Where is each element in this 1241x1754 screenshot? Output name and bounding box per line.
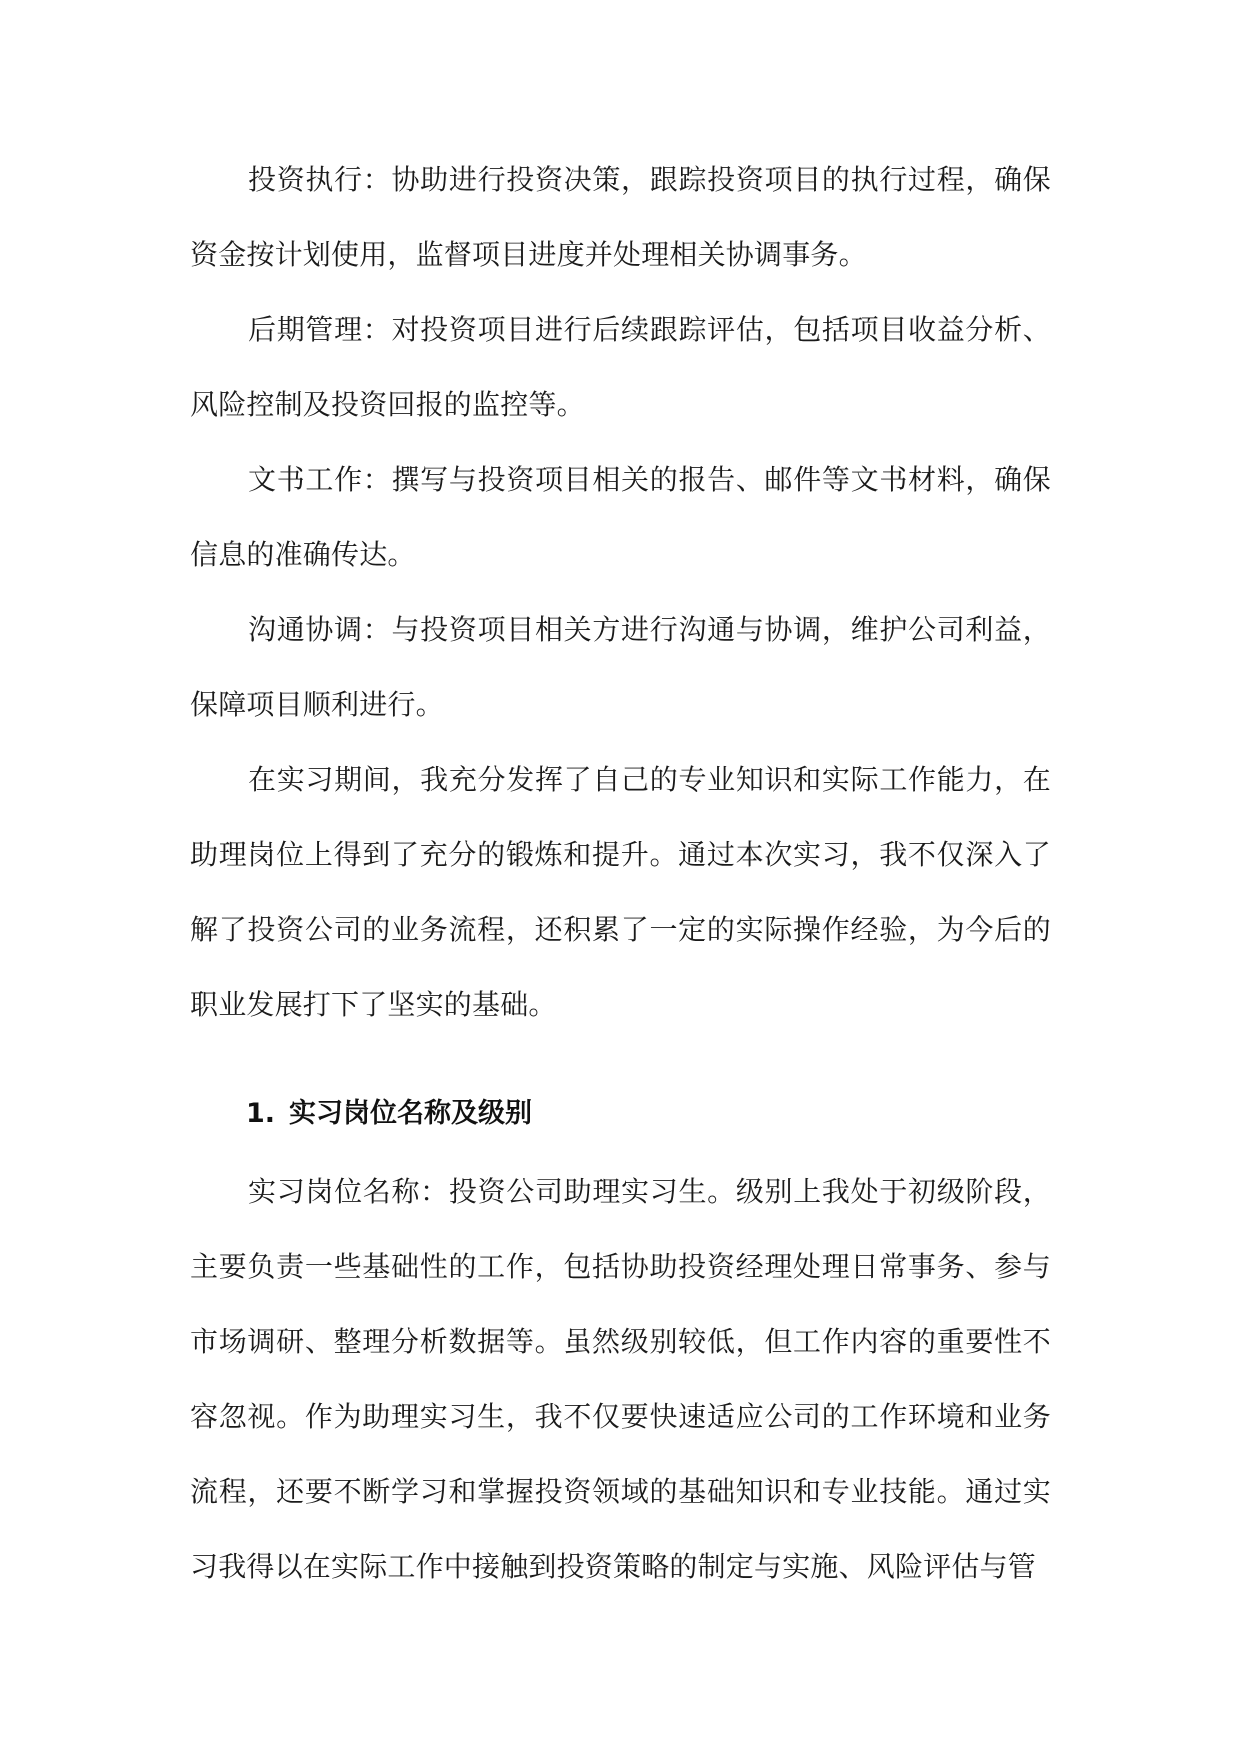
section-title: 实习岗位名称及级别: [289, 1098, 533, 1129]
section-heading: [190, 1074, 1051, 1154]
paragraph-position-description: 实习岗位名称：投资公司助理实习生。级别上我处于初级阶段，主要负责一些基础性的工作，包括协助投资经理处理日常事务、参与市场调研、整理分析数据等。虽然级别较低，但工作内容的重要性不容忽视。作为助理实习生，我不仅要快速适应公司的工作环境和业务流程，还要不断学习和掌握投资领域的基础知识和专业技能。通过实习我得以在实际工作中接触到投资策略的制定与实施、风险评估与管: [190, 1175, 1051, 1583]
paragraph-internship-summary: 在实习期间，我充分发挥了自己的专业知识和实际工作能力，在助理岗位上得到了充分的锻炼和提升。通过本次实习，我不仅深入了解了投资公司的业务流程，还积累了一定的实际操作经验，为今后的职业发展打下了坚实的基础。: [190, 763, 1051, 1021]
paragraph-communication: 沟通协调：与投资项目相关方进行沟通与协调，维护公司利益，保障项目顺利进行。: [190, 613, 1051, 721]
paragraph-post-management: 后期管理：对投资项目进行后续跟踪评估，包括项目收益分析、风险控制及投资回报的监控等。: [190, 313, 1051, 421]
paragraph-investment-execution: 投资执行：协助进行投资决策，跟踪投资项目的执行过程，确保资金按计划使用，监督项目进度并处理相关协调事务。: [190, 163, 1051, 271]
section-number: 1.: [246, 1098, 276, 1129]
paragraph-paperwork: 文书工作：撰写与投资项目相关的报告、邮件等文书材料，确保信息的准确传达。: [190, 463, 1051, 571]
